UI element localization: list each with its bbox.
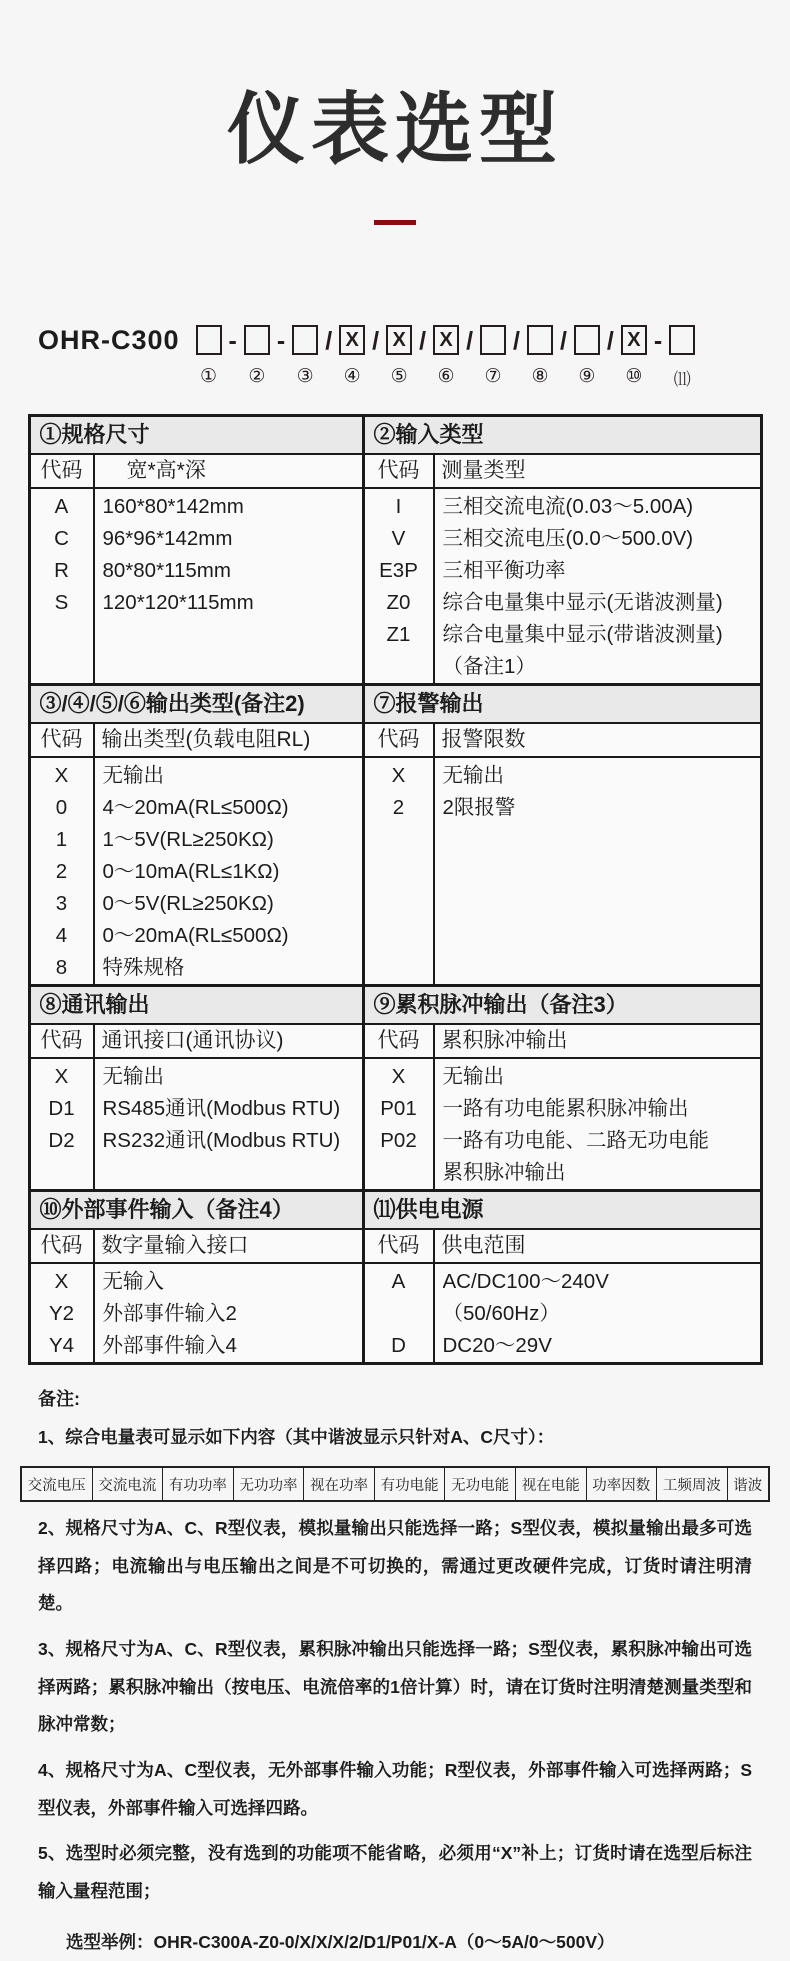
display-item: 工频周波 bbox=[657, 1468, 728, 1500]
code-value: X bbox=[391, 764, 406, 787]
code-value: Y2 bbox=[48, 1302, 75, 1325]
code-value: D2 bbox=[48, 1129, 75, 1152]
segment-separator: / bbox=[466, 327, 474, 355]
code-value: 0 bbox=[55, 796, 68, 819]
desc-value: 外部事件输入2 bbox=[102, 1302, 237, 1325]
model-segment-5 bbox=[386, 325, 412, 388]
segment-number-5: ⑤ bbox=[390, 366, 408, 387]
code-column bbox=[31, 1264, 95, 1362]
segment-separator: - bbox=[653, 327, 663, 355]
model-segment-4 bbox=[339, 325, 365, 388]
model-segment-3 bbox=[292, 325, 318, 388]
code-value: E3P bbox=[379, 559, 418, 582]
code-value bbox=[365, 1298, 433, 1330]
desc-value: AC/DC100～240V bbox=[442, 1270, 609, 1293]
desc-value: （备注1） bbox=[442, 655, 536, 678]
desc-value: 一路有功电能、二路无功电能 bbox=[442, 1129, 709, 1152]
code-value: X bbox=[54, 764, 69, 787]
segment-separator: / bbox=[372, 327, 380, 355]
segment-number-9: ⑨ bbox=[578, 366, 596, 387]
alarm-output-half bbox=[365, 724, 760, 984]
code-value: X bbox=[54, 1270, 69, 1293]
segment-box-6: X bbox=[433, 325, 459, 355]
desc-column-header: 报警限数 bbox=[435, 724, 760, 758]
segment-box-9 bbox=[574, 325, 600, 355]
code-column bbox=[31, 758, 95, 984]
model-segment-1 bbox=[196, 325, 222, 388]
desc-value: （50/60Hz） bbox=[442, 1302, 560, 1325]
segment-box-11 bbox=[669, 325, 695, 355]
code-column-header: 代码 bbox=[365, 1025, 435, 1059]
desc-column bbox=[435, 489, 760, 683]
note-paragraph: 2、规格尺寸为A、C、R型仪表，模拟量输出只能选择一路；S型仪表，模拟量输出最多可选择四路；电流输出与电压输出之间是不可切换的，需通过更改硬件完成，订货时请注明清楚。 bbox=[38, 1518, 752, 1614]
desc-value: 120*120*115mm bbox=[102, 591, 254, 614]
model-segment-11 bbox=[669, 325, 695, 390]
code-column bbox=[365, 758, 435, 984]
code-value: A bbox=[391, 1270, 406, 1293]
code-value bbox=[365, 651, 433, 683]
display-item: 视在功率 bbox=[304, 1468, 375, 1500]
code-value: 3 bbox=[55, 892, 68, 915]
model-segments bbox=[196, 325, 696, 390]
desc-column bbox=[435, 758, 760, 984]
code-value: 2 bbox=[392, 796, 405, 819]
code-value: A bbox=[54, 495, 69, 518]
comm-output-half bbox=[31, 1025, 365, 1189]
code-value: 1 bbox=[55, 828, 68, 851]
code-value: D bbox=[391, 1334, 406, 1357]
segment-box-10: X bbox=[621, 325, 647, 355]
code-column-header: 代码 bbox=[31, 724, 95, 758]
code-value: D1 bbox=[48, 1097, 75, 1120]
section-header-comm-output: ⑧通讯输出 bbox=[31, 987, 365, 1023]
desc-column-header: 输出类型(负载电阻RL) bbox=[95, 724, 362, 758]
segment-box-5: X bbox=[386, 325, 412, 355]
desc-column-header: 数字量输入接口 bbox=[95, 1230, 362, 1264]
segment-number-10: ⑩ bbox=[625, 366, 643, 387]
code-value: Z1 bbox=[386, 623, 411, 646]
code-value: I bbox=[395, 495, 402, 518]
desc-value: 累积脉冲输出 bbox=[442, 1161, 566, 1184]
power-supply-half bbox=[365, 1230, 760, 1362]
selection-example: 选型举例：OHR-C300A-Z0-0/X/X/X/2/D1/P01/X-A（0～5A/0～500V） bbox=[66, 1932, 615, 1953]
note-paragraph: 5、选型时必须完整，没有选到的功能项不能省略，必须用“X”补上；订货时请在选型后标注输入量程范围； bbox=[38, 1843, 752, 1901]
section-header-row bbox=[31, 1192, 760, 1230]
model-segment-7 bbox=[480, 325, 506, 388]
display-item: 谐波 bbox=[733, 1478, 763, 1495]
segment-box-7 bbox=[480, 325, 506, 355]
desc-value: 特殊规格 bbox=[102, 956, 185, 979]
model-segment-2 bbox=[244, 325, 270, 388]
note-1: 1、综合电量表可显示如下内容（其中谐波显示只针对A、C尺寸）： bbox=[38, 1426, 555, 1447]
segment-number-6: ⑥ bbox=[437, 366, 455, 387]
display-item: 无功功率 bbox=[234, 1468, 305, 1500]
code-value: P01 bbox=[380, 1097, 417, 1120]
event-input-half bbox=[31, 1230, 365, 1362]
section-body bbox=[31, 724, 760, 984]
segment-box-2 bbox=[244, 325, 270, 355]
desc-value: 无输出 bbox=[102, 764, 164, 787]
desc-value: 0～10mA(RL≤1KΩ) bbox=[102, 860, 280, 883]
segment-number-11: ⑾ bbox=[673, 370, 691, 389]
display-item: 有功电能 bbox=[375, 1468, 446, 1500]
segment-separator: / bbox=[513, 327, 520, 355]
display-item: 视在电能 bbox=[516, 1468, 587, 1500]
table-section-event-power bbox=[31, 1189, 760, 1362]
desc-value: DC20～29V bbox=[442, 1334, 552, 1357]
desc-value: 无输出 bbox=[442, 1065, 504, 1088]
section-header-alarm-output: ⑦报警输出 bbox=[373, 691, 484, 716]
display-item: 交流电流 bbox=[93, 1468, 164, 1500]
code-value: S bbox=[54, 591, 69, 614]
code-value: 8 bbox=[55, 956, 68, 979]
section-header-pulse-output: ⑨累积脉冲输出（备注3） bbox=[373, 992, 628, 1017]
model-segment-8 bbox=[527, 325, 553, 388]
notes-section bbox=[27, 1389, 763, 1961]
desc-value: 三相交流电流(0.03～5.00A) bbox=[442, 495, 694, 518]
model-prefix: OHR-C300 bbox=[38, 325, 180, 355]
code-column bbox=[31, 489, 95, 683]
desc-value: 综合电量集中显示(无谐波测量) bbox=[442, 591, 723, 614]
spec-half bbox=[31, 455, 365, 683]
display-item: 有功功率 bbox=[163, 1468, 234, 1500]
code-column-header: 代码 bbox=[31, 455, 95, 489]
model-segment-6 bbox=[433, 325, 459, 388]
notes-paragraphs bbox=[38, 1510, 752, 1910]
section-body bbox=[31, 1230, 760, 1362]
code-column-header: 代码 bbox=[31, 1230, 95, 1264]
segment-separator: / bbox=[419, 327, 427, 355]
section-header-event-input: ⑩外部事件输入（备注4） bbox=[31, 1192, 365, 1228]
desc-column bbox=[95, 489, 362, 683]
segment-number-3: ③ bbox=[296, 366, 314, 387]
section-header-input-type: ②输入类型 bbox=[373, 422, 484, 447]
code-value: Z0 bbox=[386, 591, 411, 614]
segment-number-4: ④ bbox=[343, 366, 361, 387]
desc-value: 外部事件输入4 bbox=[102, 1334, 237, 1357]
segment-box-1 bbox=[196, 325, 222, 355]
display-content-table bbox=[20, 1466, 770, 1502]
desc-value: 160*80*142mm bbox=[102, 495, 244, 518]
segment-separator: - bbox=[276, 327, 286, 355]
code-column-header: 代码 bbox=[31, 1025, 95, 1059]
desc-column bbox=[435, 1059, 760, 1189]
desc-value: 4～20mA(RL≤500Ω) bbox=[102, 796, 289, 819]
table-section-comm-pulse bbox=[31, 984, 760, 1189]
segment-number-7: ⑦ bbox=[484, 366, 502, 387]
section-header-spec: ①规格尺寸 bbox=[31, 417, 365, 453]
segment-box-8 bbox=[527, 325, 553, 355]
model-segment-9 bbox=[574, 325, 600, 388]
code-value bbox=[365, 1157, 433, 1189]
code-column bbox=[365, 1264, 435, 1362]
desc-column bbox=[95, 1059, 362, 1189]
desc-value: RS485通讯(Modbus RTU) bbox=[102, 1097, 341, 1120]
section-body bbox=[31, 1025, 760, 1189]
code-value: X bbox=[391, 1065, 406, 1088]
section-header-output-type: ③/④/⑤/⑥输出类型(备注2) bbox=[31, 686, 365, 722]
desc-value: 无输出 bbox=[442, 764, 504, 787]
output-type-half bbox=[31, 724, 365, 984]
desc-value: 一路有功电能累积脉冲输出 bbox=[442, 1097, 689, 1120]
display-item: 功率因数 bbox=[587, 1468, 658, 1500]
model-code-row bbox=[38, 325, 790, 390]
desc-value: 综合电量集中显示(带谐波测量) bbox=[442, 623, 723, 646]
code-value: V bbox=[391, 527, 406, 550]
note-paragraph: 3、规格尺寸为A、C、R型仪表，累积脉冲输出只能选择一路；S型仪表，累积脉冲输出可选择两路；累积脉冲输出（按电压、电流倍率的1倍计算）时，请在订货时注明清楚测量类型和脉冲常数； bbox=[38, 1639, 752, 1735]
code-value: C bbox=[54, 527, 69, 550]
code-column bbox=[365, 489, 435, 683]
pulse-output-half bbox=[365, 1025, 760, 1189]
code-value: 2 bbox=[55, 860, 68, 883]
notes-label: 备注: bbox=[38, 1389, 80, 1409]
segment-separator: / bbox=[606, 327, 614, 355]
note-paragraph: 4、规格尺寸为A、C型仪表，无外部事件输入功能；R型仪表，外部事件输入可选择两路；S型仪表，外部事件输入可选择四路。 bbox=[38, 1759, 752, 1818]
segment-box-4: X bbox=[339, 325, 365, 355]
segment-box-3 bbox=[292, 325, 318, 355]
desc-column bbox=[95, 1264, 362, 1362]
section-header-row bbox=[31, 417, 760, 455]
desc-value: 三相交流电压(0.0～500.0V) bbox=[442, 527, 694, 550]
input-type-half bbox=[365, 455, 760, 683]
code-value: R bbox=[54, 559, 69, 582]
desc-column-header: 宽*高*深 bbox=[95, 455, 362, 489]
segment-separator: / bbox=[325, 327, 333, 355]
section-header-row bbox=[31, 987, 760, 1025]
desc-value: 无输出 bbox=[102, 1065, 164, 1088]
table-section-output-alarm bbox=[31, 683, 760, 984]
desc-value: 2限报警 bbox=[442, 796, 516, 819]
title-divider bbox=[374, 220, 416, 225]
desc-value: 三相平衡功率 bbox=[442, 559, 566, 582]
section-header-row bbox=[31, 686, 760, 724]
display-item: 无功电能 bbox=[445, 1468, 516, 1500]
code-value: X bbox=[54, 1065, 69, 1088]
desc-value: 无输入 bbox=[102, 1270, 164, 1293]
display-item: 交流电压 bbox=[22, 1468, 93, 1500]
segment-separator: - bbox=[228, 327, 237, 355]
section-header-power-supply: ⑾供电电源 bbox=[373, 1197, 484, 1222]
desc-column bbox=[435, 1264, 760, 1362]
desc-value: RS232通讯(Modbus RTU) bbox=[102, 1129, 341, 1152]
desc-column-header: 测量类型 bbox=[435, 455, 760, 489]
segment-number-1: ① bbox=[200, 366, 218, 387]
desc-value: 96*96*142mm bbox=[102, 527, 233, 550]
desc-column-header: 累积脉冲输出 bbox=[435, 1025, 760, 1059]
desc-value: 0～20mA(RL≤500Ω) bbox=[102, 924, 289, 947]
code-column bbox=[31, 1059, 95, 1189]
code-column-header: 代码 bbox=[365, 724, 435, 758]
segment-number-2: ② bbox=[248, 366, 266, 387]
segment-number-8: ⑧ bbox=[531, 366, 549, 387]
code-value: Y4 bbox=[48, 1334, 75, 1357]
page-title: 仪表选型 bbox=[226, 85, 563, 173]
code-value: 4 bbox=[55, 924, 68, 947]
table-section-spec-input bbox=[31, 417, 760, 683]
model-segment-10 bbox=[621, 325, 647, 388]
code-column-header: 代码 bbox=[365, 1230, 435, 1264]
code-column-header: 代码 bbox=[365, 455, 435, 489]
section-body bbox=[31, 455, 760, 683]
desc-value: 0～5V(RL≥250KΩ) bbox=[102, 892, 274, 915]
selection-table bbox=[28, 414, 763, 1365]
code-value: P02 bbox=[380, 1129, 417, 1152]
desc-column-header: 供电范围 bbox=[435, 1230, 760, 1264]
segment-separator: / bbox=[559, 327, 567, 355]
desc-value: 80*80*115mm bbox=[102, 559, 231, 582]
code-column bbox=[365, 1059, 435, 1189]
desc-value: 1～5V(RL≥250KΩ) bbox=[102, 828, 274, 851]
desc-column-header: 通讯接口(通讯协议) bbox=[95, 1025, 362, 1059]
desc-column bbox=[95, 758, 362, 984]
